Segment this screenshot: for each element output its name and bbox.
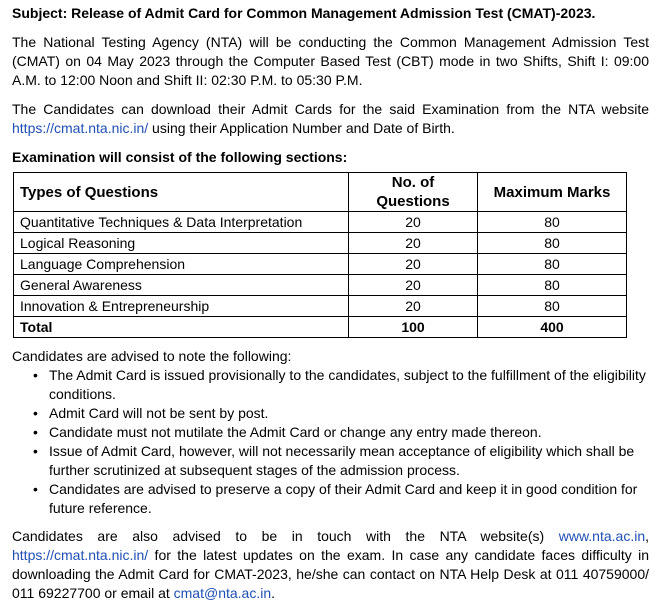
list-item: • Candidates are advised to preserve a copy of their Admit Card and keep it in good condition for future reference. [46, 480, 649, 518]
subject-line: Subject: Release of Admit Card for Common Management Admission Test (CMAT)-2023. [12, 5, 596, 21]
max-marks-cell: 80 [478, 275, 627, 296]
nta-website-link[interactable]: www.nta.ac.in [558, 528, 646, 544]
list-item: • Candidate must not mutilate the Admit Card or change any entry made thereon. [46, 423, 649, 442]
list-item: • The Admit Card is issued provisionally to the candidates, subject to the fulfillment of the eligibility conditions. [46, 366, 649, 404]
question-count-cell: 20 [349, 275, 478, 296]
closing-text-3: for the latest updates on the exam. In case any candidate faces difficulty in downloading the Admit Card for CMAT-2023, he/she can contact on NTA Help Desk at 011 40759000/ 011 69227700 or email at [12, 547, 649, 601]
closing-text-4: . [271, 585, 276, 601]
sections-table [13, 172, 627, 338]
question-count-cell: 20 [349, 254, 478, 275]
closing-text-2: , [645, 528, 649, 544]
question-type-cell: Innovation & Entrepreneurship [14, 296, 349, 317]
header-types-of-questions: Types of Questions [14, 173, 349, 212]
table-row [14, 296, 627, 317]
download-paragraph [12, 100, 649, 138]
list-item: • Admit Card will not be sent by post. [46, 404, 649, 423]
question-count-cell: 20 [349, 212, 478, 233]
list-item: • Issue of Admit Card, however, will not necessarily mean acceptance of eligibility which shall be further scrutinized at subsequent stages of the admission process. [46, 442, 649, 480]
cmat-website-link-2[interactable]: https://cmat.nta.nic.in/ [12, 547, 149, 563]
table-row [14, 212, 627, 233]
sections-title: Examination will consist of the following sections: [12, 149, 348, 165]
question-type-cell: Language Comprehension [14, 254, 349, 275]
notes-list [12, 366, 649, 518]
email-link[interactable]: cmat@nta.ac.in [173, 585, 272, 601]
table-row [14, 275, 627, 296]
total-questions-cell: 100 [349, 317, 478, 338]
closing-paragraph [12, 527, 649, 603]
question-type-cell: General Awareness [14, 275, 349, 296]
question-type-cell: Quantitative Techniques & Data Interpretation [14, 212, 349, 233]
closing-text-1: Candidates are also advised to be in touch with the NTA website(s) [12, 528, 559, 544]
table-row [14, 254, 627, 275]
header-maximum-marks: Maximum Marks [478, 173, 627, 212]
intro-paragraph: The National Testing Agency (NTA) will be conducting the Common Management Admission Test (CMAT) on 04 May 2023 through the Computer Based Test (CBT) mode in two Shifts, Shift I: 09:00 A.M. to 12:00 Noon and Shift II: 02:30 P.M. to 05:30 P.M. [12, 34, 649, 88]
max-marks-cell: 80 [478, 233, 627, 254]
table-row [14, 233, 627, 254]
table-total-row [14, 317, 627, 338]
max-marks-cell: 80 [478, 296, 627, 317]
question-count-cell: 20 [349, 296, 478, 317]
max-marks-cell: 80 [478, 212, 627, 233]
download-text-after: using their Application Number and Date of Birth. [148, 120, 455, 136]
notes-intro: Candidates are advised to note the following: [12, 348, 292, 364]
question-type-cell: Logical Reasoning [14, 233, 349, 254]
question-count-cell: 20 [349, 233, 478, 254]
download-text-before: The Candidates can download their Admit Cards for the said Examination from the NTA website [12, 101, 649, 117]
cmat-website-link[interactable]: https://cmat.nta.nic.in/ [12, 120, 149, 136]
header-no-of-questions: No. of Questions [349, 173, 478, 212]
total-label-cell: Total [14, 317, 349, 338]
total-marks-cell: 400 [478, 317, 627, 338]
table-header-row [14, 173, 627, 212]
max-marks-cell: 80 [478, 254, 627, 275]
